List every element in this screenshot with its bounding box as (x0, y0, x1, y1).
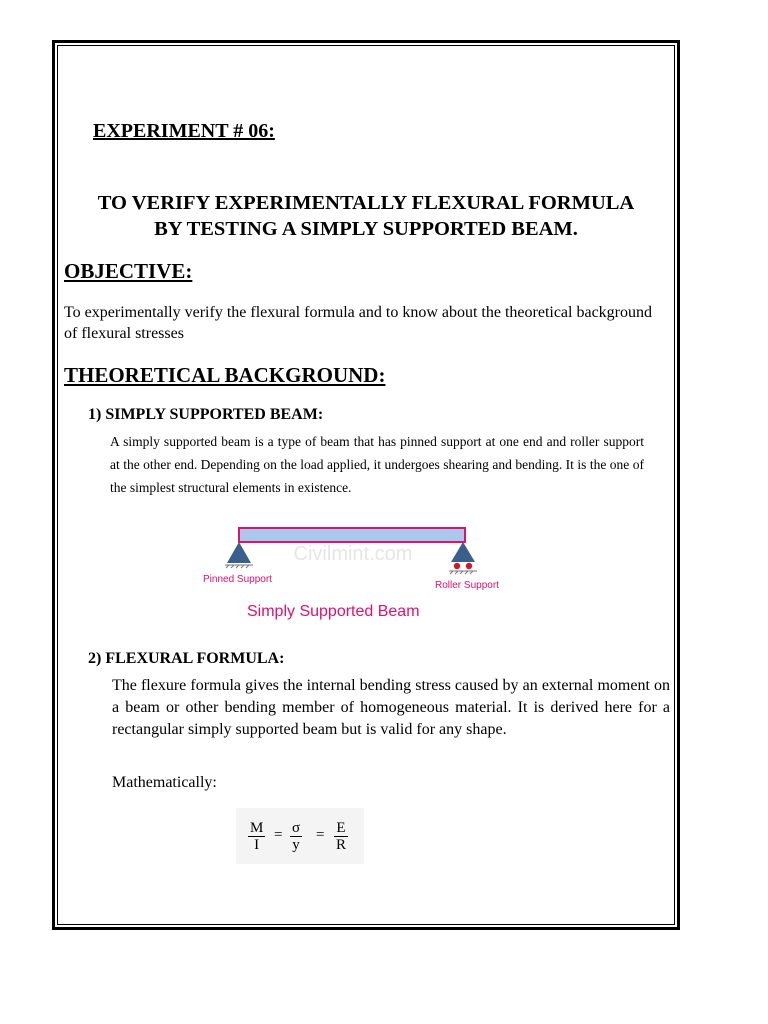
formula-y: y (292, 837, 300, 853)
formula-equals-1: = (274, 827, 283, 843)
title-line-2: BY TESTING A SIMPLY SUPPORTED BEAM. (154, 218, 578, 240)
title-line-1: TO VERIFY EXPERIMENTALLY FLEXURAL FORMULA (97, 192, 635, 214)
objective-text: To experimentally verify the flexural formula and to know about the theoretical background of flexural stresses (64, 304, 653, 342)
formula-e: E (334, 820, 348, 837)
objective-heading: OBJECTIVE: (64, 259, 193, 283)
pinned-support-icon (227, 542, 251, 563)
beam-figure (195, 518, 515, 631)
section1-heading: 1) SIMPLY SUPPORTED BEAM: (88, 406, 324, 423)
roller-support-icon (451, 542, 475, 562)
formula-m: M (250, 820, 264, 836)
simply-supported-beam-diagram (195, 518, 515, 626)
roller-wheel-left-icon (454, 563, 460, 569)
experiment-label: EXPERIMENT # 06: (93, 120, 275, 142)
fraction-sigma-over-y (290, 820, 302, 853)
pinned-support-label: Pinned Support (203, 574, 272, 585)
fraction-m-over-i (248, 820, 265, 853)
formula-i: I (254, 837, 260, 853)
fraction-e-over-r (334, 820, 348, 853)
experiment-title (60, 190, 672, 242)
pinned-ground-hatch-icon (225, 565, 253, 568)
section1-text: A simply supported beam is a type of beam that has pinned support at one end and roller support at the other end. Depending on the load applied, it undergoes shearing and bending. It is the one of the simplest structural elements in existence. (110, 434, 644, 495)
formula-r: R (336, 837, 347, 853)
section2-text: The flexure formula gives the internal bending stress caused by an external moment on a beam or other bending member of homogeneous material. It is derived here for a rectangular simply supported beam but is valid for any shape. (112, 677, 670, 738)
figure-caption: Simply Supported Beam (247, 603, 420, 620)
roller-wheel-right-icon (466, 563, 472, 569)
formula-sigma: σ (292, 820, 301, 836)
watermark-text: Civilmint.com (293, 543, 413, 565)
formula-equals-2: = (316, 827, 325, 843)
beam-body (239, 528, 465, 542)
roller-support-label: Roller Support (435, 580, 499, 591)
section2-heading: 2) FLEXURAL FORMULA: (88, 650, 285, 667)
flexural-formula (236, 808, 364, 864)
theory-heading: THEORETICAL BACKGROUND: (64, 363, 386, 387)
roller-ground-hatch-icon (449, 571, 477, 574)
math-label: Mathematically: (112, 774, 217, 791)
